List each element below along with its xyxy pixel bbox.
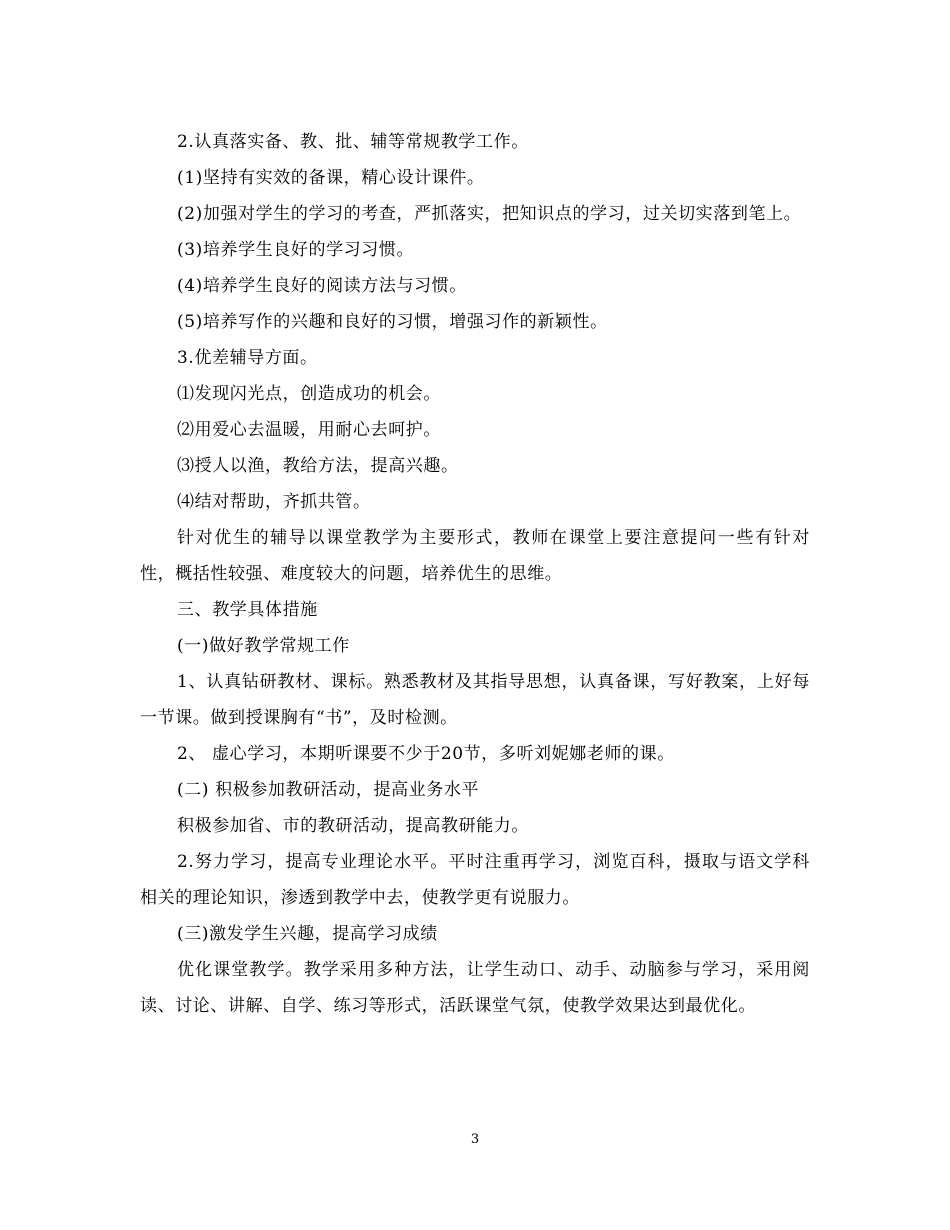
paragraph: 1、认真钻研教材、课标。熟悉教材及其指导思想，认真备课，写好教案，上好每一节课。做到授课胸有“书”，及时检测。 [140,672,810,728]
paragraph: (3)培养学生良好的学习习惯。 [177,240,415,260]
paragraph: 2、 虚心学习，本期听课要不少于20节，多听刘妮娜老师的课。 [177,744,675,764]
subsection-heading: (二) 积极参加教研活动，提高业务水平 [177,780,480,800]
paragraph: 2.努力学习，提高专业理论水平。平时注重再学习，浏览百科，摄取与语文学科相关的理论知识，渗透到教学中去，使教学更有说服力。 [140,852,810,908]
paragraph: ⑵用爱心去温暖，用耐心去呵护。 [177,420,441,440]
subsection-heading: (一)做好教学常规工作 [177,636,350,656]
page-number: 3 [470,1132,480,1147]
document-body [140,124,810,1024]
paragraph: (1)坚持有实效的备课，精心设计课件。 [177,168,485,188]
paragraph: (5)培养写作的兴趣和良好的习惯，增强习作的新颖性。 [177,312,608,332]
paragraph: 3.优差辅导方面。 [177,348,318,368]
paragraph: ⑶授人以渔，教给方法，提高兴趣。 [177,456,459,476]
paragraph: (2)加强对学生的学习的考查，严抓落实，把知识点的学习，过关切实落到笔上。 [177,204,802,224]
paragraph: ⑷结对帮助，齐抓共管。 [177,492,371,512]
subsection-heading: (三)激发学生兴趣，提高学习成绩 [177,924,438,944]
paragraph: 优化课堂教学。教学采用多种方法，让学生动口、动手、动脑参与学习，采用阅读、讨论、讲解、自学、练习等形式，活跃课堂气氛，使教学效果达到最优化。 [140,960,810,1016]
paragraph: (4)培养学生良好的阅读方法与习惯。 [177,276,467,296]
paragraph: 2.认真落实备、教、批、辅等常规教学工作。 [177,132,529,152]
section-heading: 三、教学具体措施 [177,600,318,620]
paragraph: 积极参加省、市的教研活动，提高教研能力。 [177,816,529,836]
paragraph: ⑴发现闪光点，创造成功的机会。 [177,384,441,404]
paragraph: 针对优生的辅导以课堂教学为主要形式，教师在课堂上要注意提问一些有针对性，概括性较强、难度较大的问题，培养优生的思维。 [140,528,810,584]
